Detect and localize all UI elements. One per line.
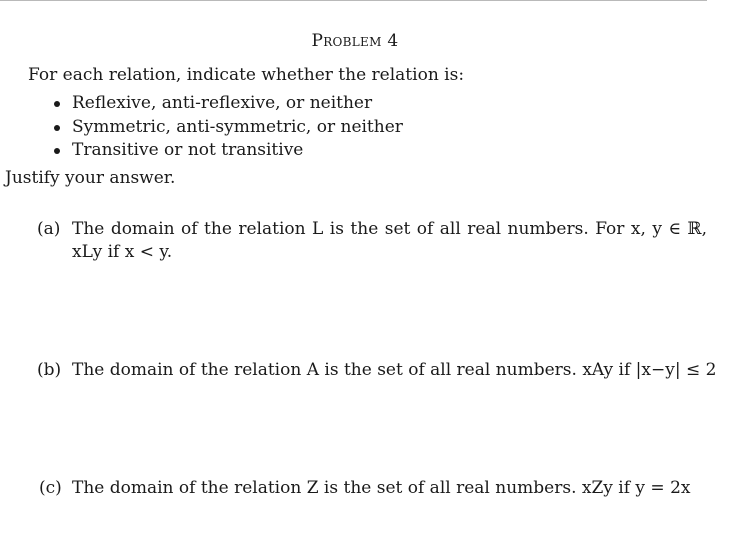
problem-title: Problem 4 [311,31,399,51]
part-label: (c) [39,478,62,498]
part-label: (b) [37,360,62,380]
part-label: (a) [37,219,61,239]
part-text: The domain of the relation A is the set of all real numbers. xAy if |x−y| ≤ 2 [72,360,717,380]
top-rule [0,0,707,1]
list-item: Symmetric, anti-symmetric, or neither [52,117,403,141]
criteria-list [52,93,403,164]
intro-text: For each relation, indicate whether the relation is: [28,65,465,85]
justify-instruction: Justify your answer. [5,168,176,188]
part-text: The domain of the relation Z is the set of all real numbers. xZy if y = 2x [72,478,691,498]
list-item: Transitive or not transitive [52,140,403,164]
part-text: The domain of the relation L is the set of all real numbers. For x, y ∈ ℝ, xLy if x < y. [72,219,707,262]
list-item: Reflexive, anti-reflexive, or neither [52,93,403,117]
